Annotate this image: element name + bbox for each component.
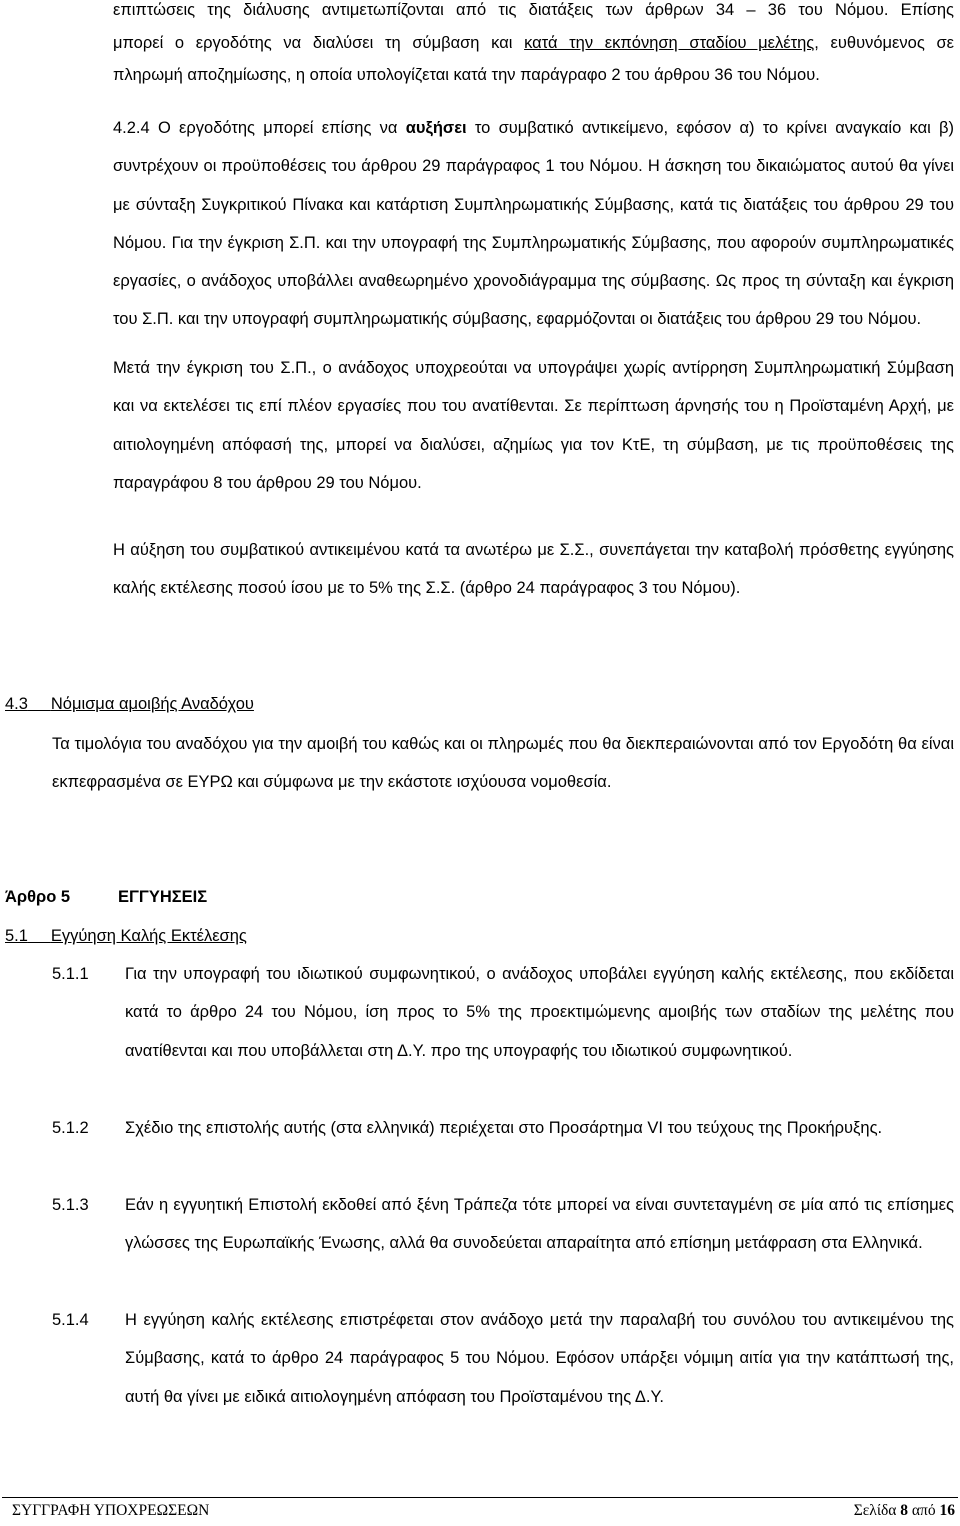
section-5-1-heading — [5, 924, 605, 948]
page-footer — [2, 1497, 958, 1524]
item-5-1-1-text: Για την υπογραφή του ιδιωτικού συμφωνητικού, ο ανάδοχος υποβάλει εγγύηση καλής εκτέλεσης, που εκδίδεται κατά το άρθρο 24 του Νόμου, ίση προς το 5% της προεκτιμώμενης αμοιβής των σταδίων της μελέτης που ανατίθενται και που υποβάλλεται στη Δ.Υ. προ της υπογραφής του ιδιωτικού συμφωνητικού. — [125, 965, 954, 1060]
page-number — [854, 1499, 955, 1523]
current-page: 8 — [900, 1502, 909, 1519]
section-5-1-number: 5.1 — [5, 927, 28, 945]
paragraph-after-approval: Μετά την έγκριση του Σ.Π., ο ανάδοχος υποχρεούται να υπογράψει χωρίς αντίρρηση Συμπληρωματική Σύμβαση και να εκτελέσει τις επί πλέον εργασίες που του ανατίθενται. Σε περίπτωση άρνησής του η Προϊσταμένη Αρχή, με αιτιολογημένη απόφασή της, μπορεί να διαλύσει, αζημίως για τον ΚτΕ, τη σύμβαση, με τις προϋποθέσεις της παραγράφου 8 του άρθρου 29 του Νόμου. — [113, 359, 954, 492]
section-5-1-title: Εγγύηση Καλής Εκτέλεσης — [50, 927, 247, 945]
section-4-3-title: Νόμισμα αμοιβής Αναδόχου — [50, 695, 254, 713]
paragraph-4-2-4-pre: Ο εργοδότης μπορεί επίσης να — [149, 119, 406, 137]
top-line-2-underlined: κατά την εκπόνηση σταδίου μελέτης, — [524, 33, 819, 52]
article-5-title: ΕΓΓΥΗΣΕΙΣ — [118, 888, 208, 906]
item-5-1-2-number: 5.1.2 — [52, 1119, 89, 1137]
section-4-3-body: Τα τιμολόγια του αναδόχου για την αμοιβή του καθώς και οι πληρωμές που θα διεκπεραιώνονται από τον Εργοδότη θα είναι εκπεφρασμένα σε ΕΥΡΩ και σύμφωνα με την εκάστοτε ισχύουσα νομοθεσία. — [52, 735, 954, 792]
top-line-2 — [113, 27, 954, 60]
footer-title: ΣΥΓΓΡΑΦΗ ΥΠΟΧΡΕΩΣΕΩΝ — [12, 1502, 210, 1519]
paragraph-4-2-4 — [113, 109, 954, 339]
total-pages: 16 — [939, 1502, 955, 1519]
section-4-3-gap — [28, 695, 51, 713]
top-line-2a: μπορεί ο εργοδότης να διαλύσει τη σύμβαση και — [113, 33, 525, 52]
item-5-1-4-text: Η εγγύηση καλής εκτέλεσης επιστρέφεται στον ανάδοχο μετά την παραλαβή του συνόλου του αντικειμένου της Σύμβασης, κατά το άρθρο 24 παράγραφος 5 του Νόμου. Εφόσον υπάρξει νόμιμη αιτία για την κατάπτωσή της, αυτή θα γίνει με ειδικά αιτιολογημένη απόφαση του Προϊσταμένου της Δ.Υ. — [125, 1311, 954, 1406]
paragraph-4-2-4-bold: αυξήσει — [405, 119, 467, 137]
item-5-1-4-number: 5.1.4 — [52, 1311, 89, 1329]
item-5-1-1-number: 5.1.1 — [52, 965, 89, 983]
page-word: Σελίδα — [853, 1502, 897, 1519]
section-5-1-gap — [28, 927, 51, 945]
top-paragraph — [113, 0, 954, 92]
paragraph-4-2-4-post: το συμβατικό αντικείμενο, εφόσον α) το κρίνει αναγκαίο και β) συντρέχουν οι προϋποθέσεις του άρθρου 29 παράγραφος 1 του Νόμου. Η άσκηση του δικαιώματος αυτού θα γίνει με σύνταξη Συγκριτικού Πίνακα και κατάρτιση Συμπληρωματικής Σύμβασης, κατά τις διατάξεις του άρθρου 29 του Νόμου. Για την έγκριση Σ.Π. και την υπογραφή της Συμπληρωματικής Σύμβασης, που αφορούν συμπληρωματικές εργασίες, ο ανάδοχος υποβάλλει αναθεωρημένο χρονοδιάγραμμα της σύμβασης. Ως προς τη σύνταξη και έγκριση του Σ.Π. και την υπογραφή συμπληρωματικής σύμβασης, εφαρμόζονται οι διατάξεις του άρθρου 29 του Νόμου. — [113, 119, 955, 329]
top-line-1: επιπτώσεις της διάλυσης αντιμετωπίζονται από τις διατάξεις των άρθρων 34 – 36 του Νόμου. Επίσης — [113, 1, 954, 19]
top-line-3: πληρωμή αποζημίωσης, η οποία υπολογίζεται κατά την παράγραφο 2 του άρθρου 36 του Νόμου. — [113, 66, 820, 84]
section-4-3-number: 4.3 — [5, 695, 28, 713]
of-word: από — [911, 1502, 936, 1519]
article-5-label: Άρθρο 5 — [5, 888, 71, 906]
item-5-1-3-number: 5.1.3 — [52, 1196, 89, 1214]
section-4-3-heading — [5, 692, 605, 716]
paragraph-increase: Η αύξηση του συμβατικού αντικειμένου κατά τα ανωτέρω με Σ.Σ., συνεπάγεται την καταβολή πρόσθετης εγγύησης καλής εκτέλεσης ποσού ίσου με το 5% της Σ.Σ. (άρθρο 24 παράγραφος 3 του Νόμου). — [113, 541, 954, 598]
article-5-heading — [5, 885, 605, 909]
item-5-1-2-text: Σχέδιο της επιστολής αυτής (στα ελληνικά) περιέχεται στο Προσάρτημα VI του τεύχους της Προκήρυξης. — [125, 1119, 883, 1137]
item-5-1-3-text: Εάν η εγγυητική Επιστολή εκδοθεί από ξένη Τράπεζα τότε μπορεί να είναι συντεταγμένη σε μία από τις επίσημες γλώσσες της Ευρωπαϊκής Ένωσης, αλλά θα συνοδεύεται απαραίτητα από επίσημη μετάφραση στα Ελληνικά. — [125, 1196, 954, 1253]
paragraph-4-2-4-number: 4.2.4 — [113, 119, 150, 137]
top-line-2b: ευθυνόμενος σε — [818, 33, 954, 52]
